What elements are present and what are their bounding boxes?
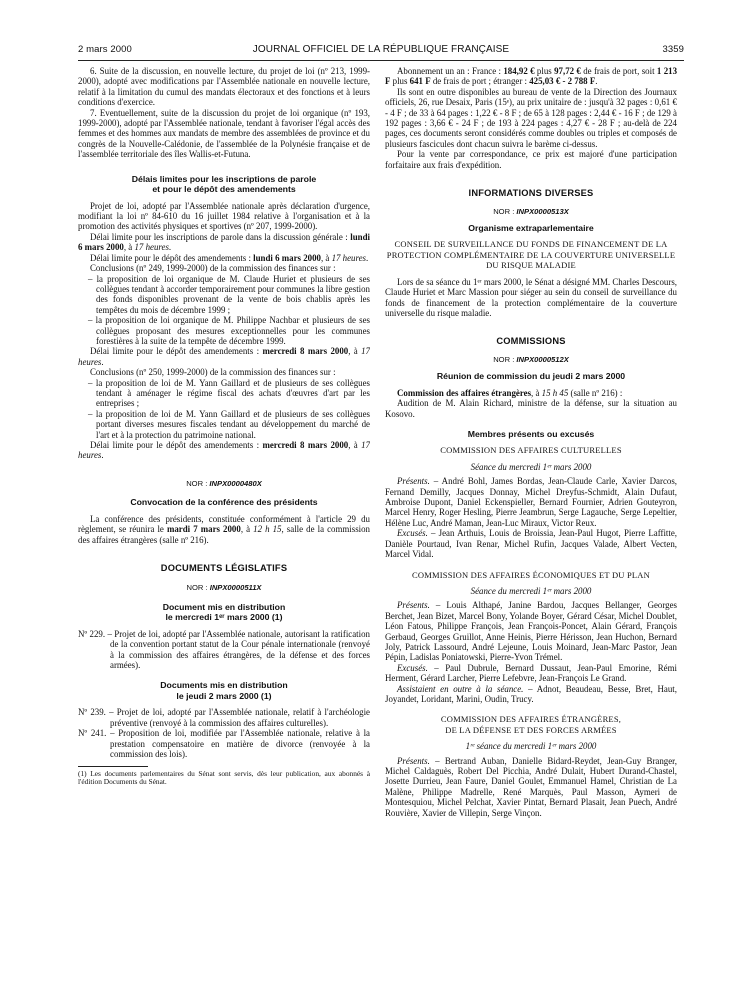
proposal-gaillard-1: – la proposition de loi de M. Yann Gaillard et de plusieurs de ses collègues tendant à aménager le régime fiscal des achats d'œuvres d'art par les entreprises ; — [88, 377, 370, 409]
header-page-number: 3359 — [662, 44, 684, 55]
document-241: Nº 241. – Proposition de loi, modifiée par l'Assemblée nationale, relative à la prestation compensatoire en matière de divorce (renvoyée à la commission des lois). — [78, 728, 370, 760]
delais-heading-line-1: Délais limites pour les inscriptions de parole — [131, 173, 317, 184]
price-end: . — [595, 76, 598, 87]
commission-prefix: Commission des — [397, 387, 461, 398]
header-rule — [78, 60, 684, 61]
nor-prefix: NOR : — [186, 583, 210, 593]
nor-code: INPX0000480X — [209, 478, 262, 488]
amendment-3-sep: , à — [348, 440, 362, 450]
seance-culturelles: Séance du mercredi 1ᵉʳ mars 2000 — [470, 461, 592, 472]
amendment-1-end: . — [366, 252, 369, 263]
commission-name: affaires étrangères — [460, 387, 532, 398]
distribution-heading-2-line-2: le jeudi 2 mars 2000 (1) — [176, 690, 272, 701]
proposal-huriet: – la proposition de loi organique de M. Claude Huriet et plusieurs de ses collègues tendant à accorder temporairement pour communes la libre gestion des fonds disponibles provenant de la vente de bois chablis après les tempêtes du mois de décembre 1999 ; — [88, 273, 370, 315]
distribution-heading-2 — [78, 680, 370, 701]
footnote-rule — [78, 766, 148, 767]
designation-text: Lors de sa séance du 1ᵉʳ mars 2000, le Sénat a désigné MM. Charles Descours, Claude Huriet et Marc Massion pour siéger au sein du conseil de surveillance du fonds de financement de la protection complémentaire de la couverture universelle du risque maladie. — [385, 276, 677, 318]
amendment-1-sep: , à — [320, 252, 332, 263]
commission-etrangeres-line-2: DE LA DÉFENSE ET DES FORCES ARMÉES — [445, 724, 617, 735]
presents-etrangeres — [385, 756, 677, 818]
right-column — [385, 66, 677, 974]
presents-label: Présents. — [397, 476, 430, 487]
amendment-3-end: . — [101, 450, 104, 461]
seance-economiques: Séance du mercredi 1ᵉʳ mars 2000 — [470, 585, 592, 596]
amendment-2-sep: , à — [348, 346, 362, 357]
presents-culturelles — [385, 476, 677, 528]
documents-legislatifs-heading: DOCUMENTS LÉGISLATIFS — [160, 562, 288, 573]
price-sep-2: de frais de port, soit — [580, 66, 657, 76]
convocation-time: 12 h 15 — [253, 524, 282, 535]
nor-reference-3 — [385, 207, 677, 217]
presents-economiques — [385, 600, 677, 662]
amendment-deadline-1 — [78, 253, 370, 263]
audition-text: Audition de M. Alain Richard, ministre de la défense, sur la situation au Kosovo. — [385, 398, 677, 419]
header-date: 2 mars 2000 — [78, 44, 132, 55]
distribution-heading-1 — [78, 602, 370, 623]
presents-names: – Louis Althapé, Janine Bardou, Jacques Bellanger, Georges Berchet, Jean Bizet, Marcel Bony, Yolande Boyer, Gérard César, Michel Doublet, Léon Fatous, Philippe François, Jean François-Poncet, Alain Gérard, François Gerbaud, Georges Gruillot, Anne Heinis, Pierre Hérisson, Jean Huchon, Bernard Joly, Patrick Lassourd, André Lejeune, Louis Moinard, Jean-Marc Pastor, Jean Pépin, Ladislas Poniatowski, Pierre-Yvon Trémel. — [385, 600, 677, 663]
convocation-date: mardi 7 mars 2000 — [166, 524, 241, 535]
presents-names: – André Bohl, James Bordas, Jean-Claude Carle, Xavier Darcos, Fernand Demilly, Jacques Donnay, Michel Dreyfus-Schmidt, Alain Dufaut, Ambroise Dupont, Daniel Eckenspieller, Bernard Fournier, Adrien Gouteyron, Marcel Henry, Roger Hesling, Pierre Jeambrun, Serge Lagauche, Serge Lepeltier, Hélène Luc, André Maman, Jean-Luc Miraux, Victor Reux. — [385, 476, 677, 528]
commission-etrangeres-line-1: COMMISSION DES AFFAIRES ÉTRANGÈRES, — [440, 714, 622, 725]
commission-time: 15 h 45 — [541, 387, 569, 398]
price-france-eur: 184,92 € — [503, 66, 535, 76]
nor-prefix: NOR : — [493, 206, 517, 216]
amendment-2-time: 17 heures — [78, 346, 370, 367]
price-sep-1: plus — [534, 66, 555, 76]
membres-heading: Membres présents ou excusés — [467, 428, 595, 439]
delais-heading — [78, 174, 370, 195]
amendment-3-time: 17 heures — [78, 440, 370, 461]
delais-heading-line-2: et pour le dépôt des amendements — [152, 184, 296, 195]
nor-code: INPX0000512X — [516, 354, 569, 364]
convocation-heading: Convocation de la conférence des présidents — [130, 497, 318, 508]
projet-loi-sport: Projet de loi, adopté par l'Assemblée nationale après déclaration d'urgence, modifiant la loi nº 84-610 du 16 juillet 1984 relative à l'organisation et à la promotion des activités physiques et sportives (nº 207, 1999-2000). — [78, 200, 370, 232]
distribution-heading-1-line-1: Document mis en distribution — [162, 601, 286, 612]
amendment-1-time: 17 heures — [331, 252, 367, 263]
assistaient-names: – Adnot, Beaudeau, Besse, Bret, Haut, Joyandet, Loridant, Marini, Oudin, Trucy. — [385, 683, 677, 704]
commission-culturelles: COMMISSION DES AFFAIRES CULTURELLES — [440, 445, 622, 456]
nor-reference-2 — [78, 583, 370, 593]
inscription-end: . — [168, 242, 172, 253]
nor-reference-1 — [78, 479, 370, 489]
presents-label: Présents. — [397, 600, 430, 611]
port-france-eur: 97,72 € — [554, 66, 581, 76]
commission-etrangeres-defense — [385, 714, 677, 735]
excuses-label: Excusés. — [397, 662, 428, 673]
convocation-intro: La conférence des présidents, constituée conformément à l'article 29 du règlement, se réunira le — [78, 513, 370, 535]
commission-room: (salle nº 216) : — [568, 387, 623, 398]
nor-code: INPX0000511X — [209, 583, 262, 593]
inscription-text: Délai limite pour les inscriptions de parole dans la discussion générale : — [90, 231, 351, 242]
amendment-1-date: lundi 6 mars 2000 — [253, 252, 321, 263]
commissions-heading: COMMISSIONS — [496, 336, 566, 347]
inscription-date: lundi 6 mars 2000 — [78, 231, 370, 253]
proposal-gaillard-2: – la proposition de loi de M. Yann Gaillard et de plusieurs de ses collègues portant diverses mesures fiscales tendant au développement du marché de l'art et à la protection du patrimoine national. — [88, 408, 370, 440]
mail-order-note: Pour la vente par correspondance, ce prix est majoré d'une participation forfaitaire aux frais d'expédition. — [385, 149, 677, 170]
page-header — [78, 44, 684, 58]
inscription-sep: , à — [123, 242, 135, 253]
nor-reference-4 — [385, 355, 677, 365]
commission-sep: , à — [531, 387, 542, 398]
commission-affaires-etrangeres — [385, 388, 677, 398]
excuses-names: – Jean Arthuis, Louis de Broissia, Jean-Paul Hugot, Pierre Laffitte, Danièle Pourtaud, Ivan Renar, Michel Rufin, Jacques Valade, Albert Vecten, Marcel Vidal. — [385, 528, 677, 560]
header-title: JOURNAL OFFICIEL DE LA RÉPUBLIQUE FRANÇAISE — [252, 44, 510, 55]
distribution-heading-1-line-2: le mercredi 1ᵉʳ mars 2000 (1) — [165, 612, 283, 623]
presents-names: – Bertrand Auban, Danielle Bidard-Reydet, Jean-Guy Branger, Michel Caldaguès, Robert Del Picchia, André Dulait, Hubert Durand-Chastel, Josette Durrieu, Jean Faure, Daniel Goulet, Emmanuel Hamel, Christian de La Malène, Philippe Madrelle, René Marquès, Paul Masson, Aymeri de Montesquiou, Michel Pelchat, Xavier Pintat, Bernard Plasait, Jean Puech, André Rouvière, Xavier de Villepin, Serge Vinçon. — [385, 755, 677, 818]
convocation-location: , salle de la commission des affaires étrangères (salle nº 216). — [78, 524, 370, 545]
amendment-deadline-3 — [78, 440, 370, 461]
amendment-deadline-2 — [78, 346, 370, 367]
reunion-heading: Réunion de commission du jeudi 2 mars 2000 — [436, 371, 626, 382]
agenda-item-7: 7. Eventuellement, suite de la discussion du projet de loi organique (nº 193, 1999-2000), adopté par l'Assemblée nationale, tendant à favoriser l'égal accès des femmes et des hommes aux mandats de membre des assemblées de province et du congrès de la Nouvelle-Calédonie, de l'assemblée de la Polynésie française et de l'assemblée territoriale des îles Wallis-et-Futuna. — [78, 107, 370, 160]
amendment-3-text: Délai limite pour le dépôt des amendements : — [90, 440, 263, 450]
amendment-2-date: mercredi 8 mars 2000 — [262, 346, 349, 357]
price-foreign: 425,03 € - 2 788 F — [529, 76, 596, 87]
inscription-time: 17 heures — [134, 242, 169, 253]
inscription-deadline — [78, 232, 370, 253]
excuses-economiques — [385, 663, 677, 684]
proposal-nachbar: – la proposition de loi organique de M. Philippe Nachbar et plusieurs de ses collègues proposant des mesures exceptionnelles pour les communes forestières à la suite de la tempête de décembre 1999. — [88, 315, 370, 346]
document-229: Nº 229. – Projet de loi, adopté par l'Assemblée nationale, autorisant la ratification de la convention portant statut de la Cour pénale internationale (renvoyé à la commission des affaires étrangères, de la défense et des forces armées). — [78, 628, 370, 671]
agenda-item-6: 6. Suite de la discussion, en nouvelle lecture, du projet de loi (nº 213, 1999-2000), adopté avec modifications par l'Assemblée nationale en nouvelle lecture, relatif à la limitation du cumul des mandats électoraux et des fonctions et à leurs conditions d'exercice. — [78, 66, 370, 108]
excuses-culturelles — [385, 528, 677, 559]
document-239: Nº 239. – Projet de loi, adopté par l'Assemblée nationale, relatif à l'archéologie préventive (renvoyé à la commission des affaires culturelles). — [78, 707, 370, 728]
price-sep-4: de frais de port ; étranger : — [430, 76, 530, 87]
organisme-heading: Organisme extraparlementaire — [468, 222, 594, 233]
sales-office-prices: Ils sont en outre disponibles au bureau de vente de la Direction des Journaux officiels, 26, rue Desaix, Paris (15ᵉ), au prix unitaire de : jusqu'à 32 pages : 0,61 € - 4 F ; de 33 à 64 pages : 1,22 € - 8 F ; de 65 à 128 pages : 2,44 € - 16 F ; de 129 à 192 pages : 3,66 € - 24 F ; de 193 à 224 pages : 4,27 € - 28 F ; au-delà de 224 pages, ces documents seront considérés comme doubles ou triples et composés de plusieurs fascicules dont chacun suivra le barème ci-dessus. — [385, 86, 677, 149]
price-sep-3: plus — [390, 76, 410, 87]
nor-prefix: NOR : — [186, 478, 210, 488]
convocation-text — [78, 514, 370, 545]
conclusions-250: Conclusions (nº 250, 1999-2000) de la commission des finances sur : — [90, 367, 336, 378]
conclusions-249: Conclusions (nº 249, 1999-2000) de la commission des finances sur : — [90, 263, 336, 274]
nor-prefix: NOR : — [493, 354, 517, 364]
distribution-heading-2-line-1: Documents mis en distribution — [160, 680, 288, 691]
amendment-2-text: Délai limite pour le dépôt des amendements : — [90, 346, 263, 357]
commission-economiques: COMMISSION DES AFFAIRES ÉCONOMIQUES ET DU PLAN — [412, 569, 650, 580]
left-column — [78, 66, 370, 974]
amendment-3-date: mercredi 8 mars 2000 — [262, 440, 349, 450]
presents-label: Présents. — [397, 755, 430, 766]
amendment-2-end: . — [101, 356, 104, 367]
port-france-frf: 641 F — [409, 76, 431, 87]
convocation-sep: , à — [240, 524, 254, 535]
conseil-surveillance-title: CONSEIL DE SURVEILLANCE DU FONDS DE FINANCEMENT DE LA PROTECTION COMPLÉMENTAIRE DE LA COUVERTURE UNIVERSELLE DU RISQUE MALADIE — [386, 239, 676, 271]
assistaient-label: Assistaient en outre à la séance. — [397, 683, 524, 694]
seance-etrangeres: 1ʳᵉ séance du mercredi 1ᵉʳ mars 2000 — [465, 741, 597, 752]
subscription-price — [385, 66, 677, 87]
informations-diverses-heading: INFORMATIONS DIVERSES — [468, 188, 594, 199]
excuses-names: – Paul Dubrule, Bernard Dussaut, Jean-Paul Emorine, Rémi Herment, Gérard Larcher, Pierre Lefebvre, Jean-François Le Grand. — [385, 662, 677, 684]
excuses-label: Excusés. — [397, 528, 428, 539]
assistaient-economiques — [385, 684, 677, 705]
nor-code: INPX0000513X — [516, 206, 569, 216]
footnote: (1) Les documents parlementaires du Sénat sont servis, dès leur publication, aux abonnés à l'édition Documents du Sénat. — [78, 768, 370, 787]
amendment-1-text: Délai limite pour le dépôt des amendements : — [90, 252, 254, 263]
price-france-frf: 1 213 F — [385, 66, 677, 87]
subscription-intro: Abonnement un an : France : — [397, 66, 504, 76]
